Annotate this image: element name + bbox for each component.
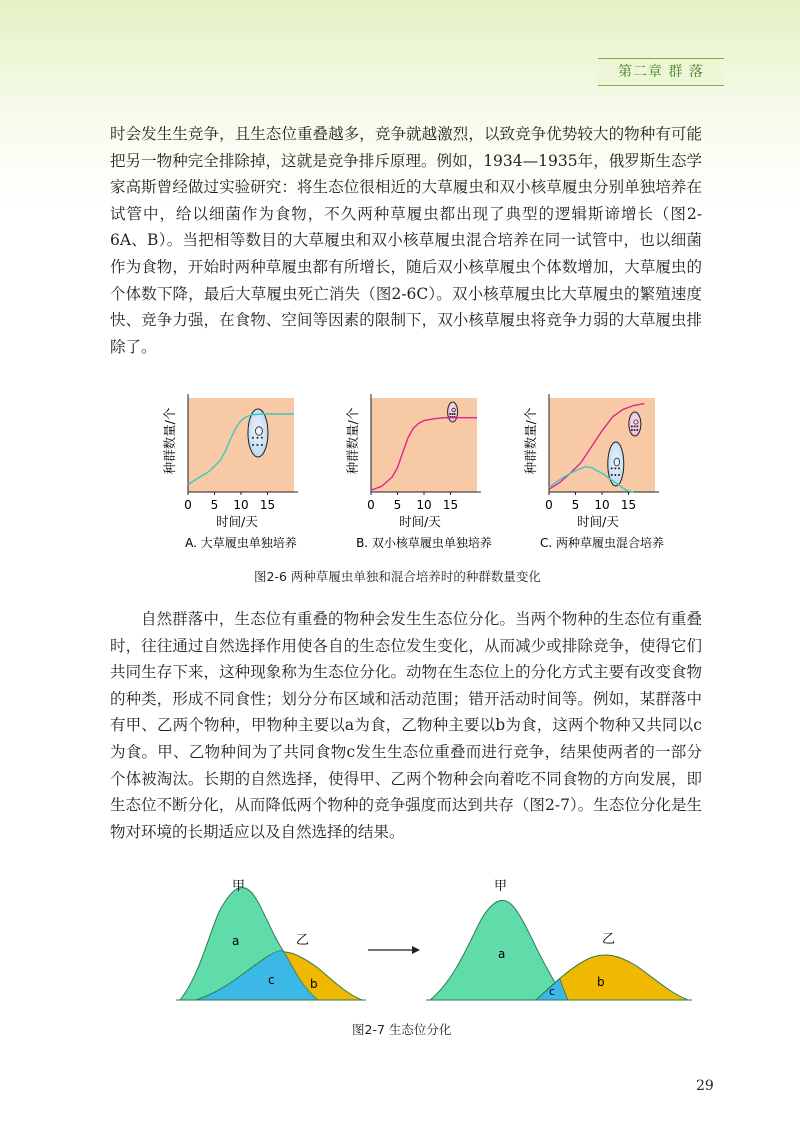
label-b-before: b	[310, 977, 318, 991]
x-tick-label: 5	[393, 498, 402, 512]
label-c-after: c	[549, 985, 556, 998]
x-tick-label: 10	[416, 498, 432, 512]
figure-2-7-caption: 图2-7 生态位分化	[352, 1022, 452, 1037]
panel-label: B. 双小核草履虫单独培养	[356, 536, 492, 550]
body-paragraph-2: 自然群落中，生态位有重叠的物种会发生生态位分化。当两个物种的生态位有重叠时，往往通过自然选择作用使各自的生态位发生变化，从而减少或排除竞争，使得它们共同生存下来，这种现象称为生态位分化。动物在生态位上的分化方式主要有改变食物的种类，形成不同食性；划分分布区域和活动范围；错开活动时间等。例如，某群落中有甲、乙两个物种，甲物种主要以a为食，乙物种主要以b为食，这两个物种又共同以c为食。甲、乙物种间为了共同食物c发生生态位重叠而进行竞争，结果使两者的一部分个体被淘汰。长期的自然选择，使得甲、乙两个物种会向着吃不同食物的方向发展，即生态位不断分化，从而降低两个物种的竞争强度而达到共存（图2-7）。生态位分化是生物对环境的长期适应以及自然选择的结果。	[110, 610, 702, 841]
x-tick-label: 0	[367, 498, 375, 512]
x-tick-label: 10	[594, 498, 610, 512]
label-b-after: b	[597, 975, 605, 989]
niche-diagram-before	[176, 879, 366, 1000]
x-axis-label: 时间/天	[577, 514, 619, 529]
x-tick-label: 15	[620, 498, 637, 512]
label-jia-after: 甲	[494, 879, 508, 894]
body-paragraph-1: 时会发生生竞争，且生态位重叠越多，竞争就越激烈，以致竞争优势较大的物种有可能把另一物种完全排除掉，这就是竞争排斥原理。例如，1934—1935年，俄罗斯生态学家高斯曾经做过实验研究：将生态位很相近的大草履虫和双小核草履虫分别单独培养在试管中，给以细菌作为食物，不久两种草履虫都出现了典型的逻辑斯谛增长（图2-6A、B）。当把相等数目的大草履虫和双小核草履虫混合培养在同一试管中，也以细菌作为食物，开始时两种草履虫都有所增长，随后双小核草履虫个体数增加，大草履虫的个体数下降，最后大草履虫死亡消失（图2-6C）。双小核草履虫比大草履虫的繁殖速度快、竞争力强，在食物、空间等因素的限制下，双小核草履虫将竞争力弱的大草履虫排除了。	[110, 125, 702, 356]
label-yi-after: 乙	[602, 932, 616, 947]
figure-2-6-caption: 图2-6 两种草履虫单独和混合培养时的种群数量变化	[254, 569, 541, 584]
x-tick-label: 10	[233, 498, 249, 512]
label-a-before: a	[232, 934, 240, 948]
y-axis-label: 种群数量/个	[162, 407, 177, 475]
x-tick-label: 0	[545, 498, 553, 512]
panel-label: C. 两种草履虫混合培养	[539, 536, 665, 550]
y-axis-label: 种群数量/个	[523, 407, 538, 475]
x-tick-label: 5	[571, 498, 580, 512]
niche-diagram-after	[426, 879, 692, 1000]
x-tick-label: 15	[259, 498, 276, 512]
label-jia-before: 甲	[232, 879, 246, 894]
x-axis-label: 时间/天	[216, 514, 258, 529]
page-number: 29	[696, 1078, 714, 1094]
x-tick-label: 15	[442, 498, 459, 512]
x-axis-label: 时间/天	[399, 514, 441, 529]
panel-label: A. 大草履虫单独培养	[185, 536, 297, 550]
label-c-before: c	[268, 973, 275, 987]
x-tick-label: 0	[184, 498, 192, 512]
chapter-tag: 第二章 群 落	[598, 58, 724, 86]
label-a-after: a	[498, 947, 506, 961]
x-tick-label: 5	[210, 498, 219, 512]
label-yi-before: 乙	[296, 933, 310, 948]
arrow-icon	[368, 946, 420, 954]
y-axis-label: 种群数量/个	[345, 407, 360, 475]
